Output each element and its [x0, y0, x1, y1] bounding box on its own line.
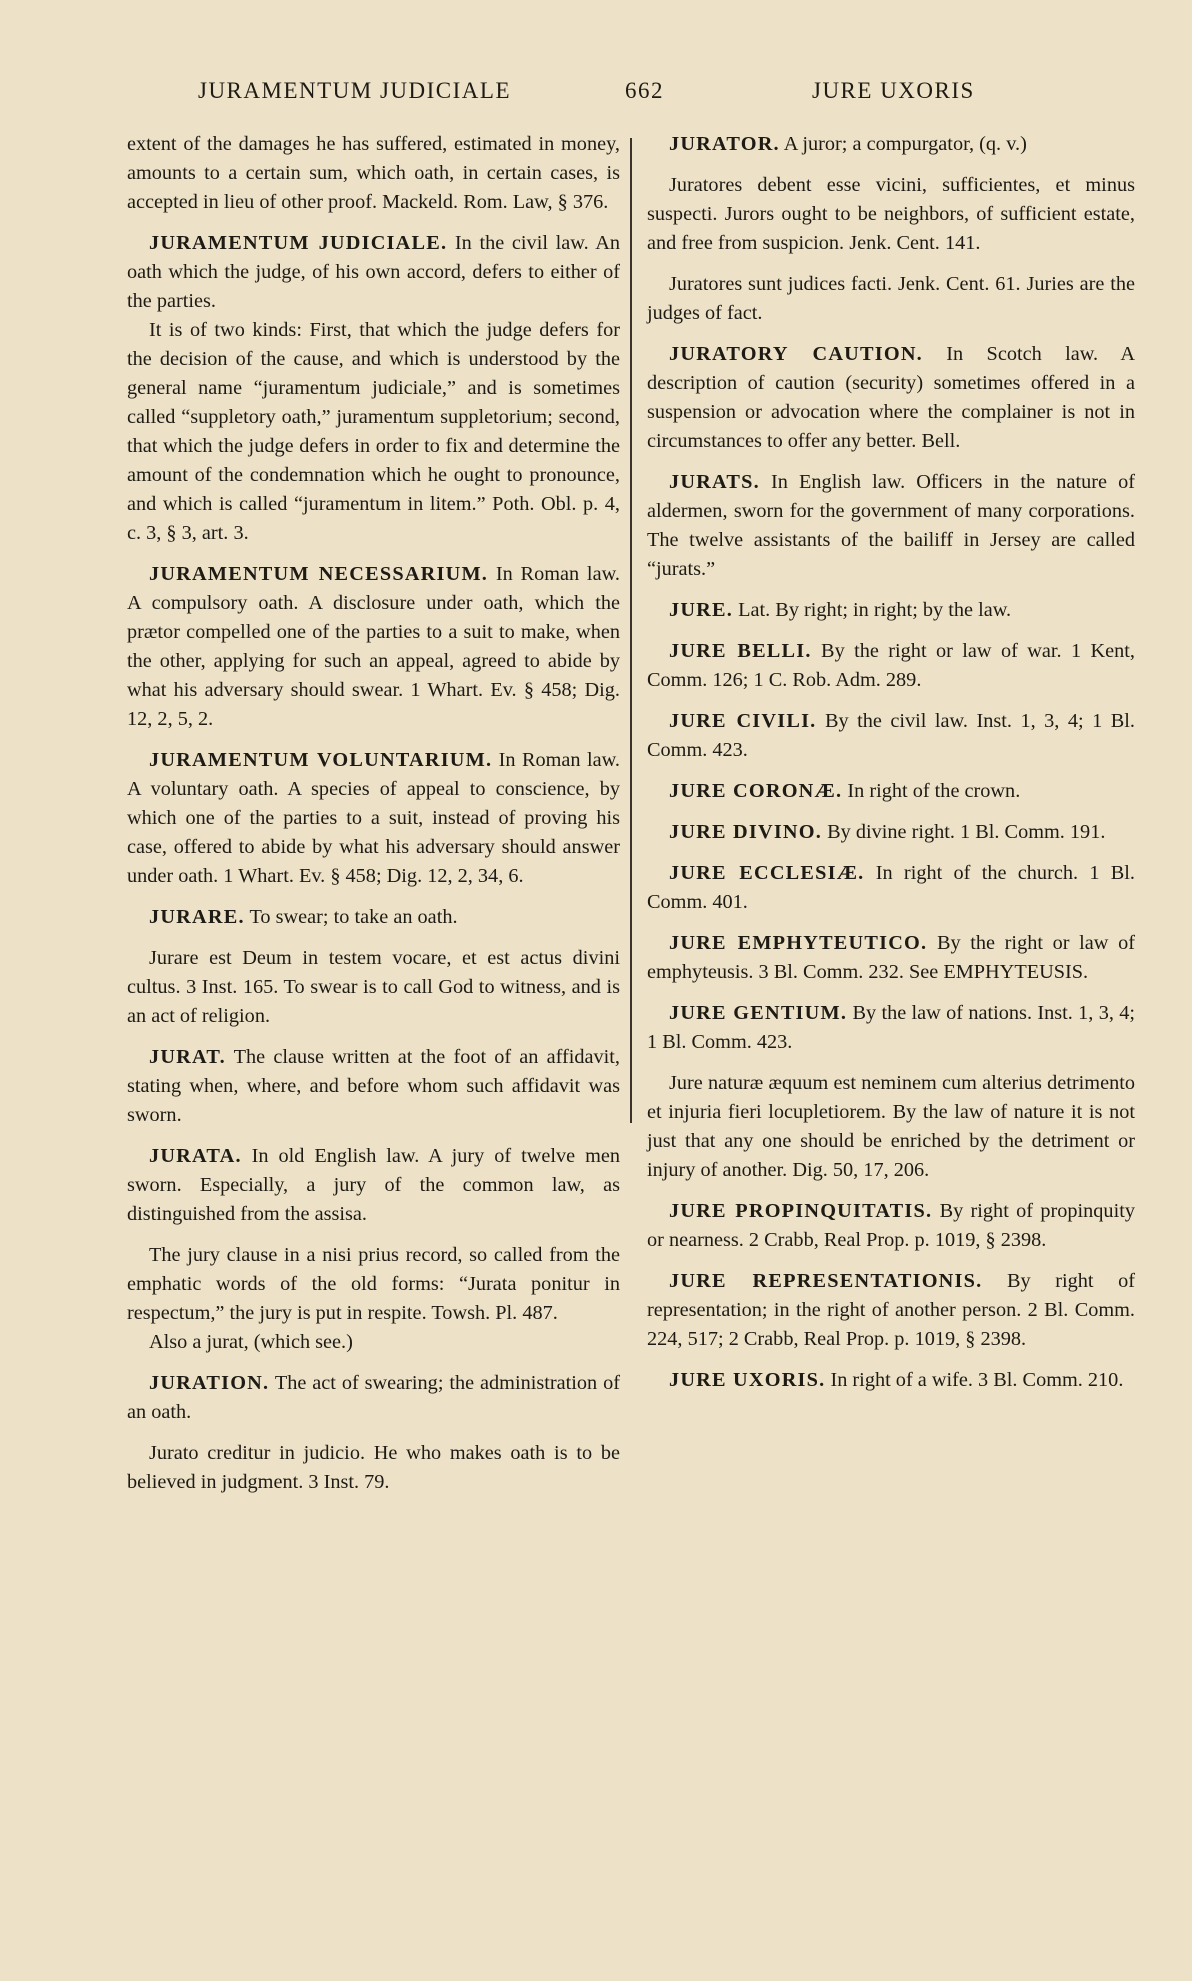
- entry-headword: JURE REPRESENTATIONIS.: [669, 1270, 983, 1292]
- entry-text: Juratores sunt judices facti. Jenk. Cent. 61. Juries are the judges of fact.: [647, 273, 1135, 324]
- entry-text: In old English law. A jury of twelve men sworn. Especially, a jury of the common law, as distinguished from the assisa.: [127, 1145, 620, 1225]
- dictionary-entry: [647, 859, 1135, 917]
- entry-text: By the right or law of war. 1 Kent, Comm. 126; 1 C. Rob. Adm. 289.: [647, 640, 1136, 691]
- dictionary-entry: [127, 130, 620, 217]
- entry-headword: JURATOR.: [669, 133, 780, 155]
- entry-text: The clause written at the foot of an affidavit, stating when, where, and before whom such affidavit was sworn.: [127, 1046, 620, 1126]
- entry-text: Also a jurat, (which see.): [149, 1331, 353, 1353]
- header-left-guide-word: JURAMENTUM JUDICIALE: [198, 78, 512, 103]
- entry-text: By right of representation; in the right of another person. 2 Bl. Comm. 224, 517; 2 Crabb, Real Prop. p. 1019, § 2398.: [647, 1270, 1135, 1350]
- right-column: [647, 130, 1135, 1407]
- entry-headword: JURE CORONÆ.: [669, 780, 843, 802]
- entry-text: A juror; a compurgator, (q. v.): [783, 133, 1027, 155]
- dictionary-entry: [127, 746, 620, 891]
- page-number: 662: [625, 78, 664, 103]
- entry-headword: JURE EMPHYTEUTICO.: [669, 932, 928, 954]
- entry-text: In right of the crown.: [847, 780, 1021, 802]
- entry-text: In English law. Officers in the nature of aldermen, sworn for the government of many corporations. The twelve assistants of the bailiff in Jersey are called “jurats.”: [647, 471, 1135, 580]
- dictionary-entry: [647, 929, 1135, 987]
- entry-text: By the right or law of emphyteusis. 3 Bl. Comm. 232. See EMPHYTEUSIS.: [647, 932, 1135, 983]
- entry-headword: JURATORY CAUTION.: [669, 343, 923, 365]
- entry-text: Lat. By right; in right; by the law.: [738, 599, 1012, 621]
- dictionary-entry: [127, 944, 620, 1031]
- dictionary-entry: [647, 1267, 1135, 1354]
- column-divider: [630, 138, 632, 1123]
- dictionary-entry: [127, 1439, 620, 1497]
- entry-text: In Roman law. A compulsory oath. A disclosure under oath, which the prætor compelled one of the parties to a suit to make, when the other, applying for such an appeal, agreed to abide by what his adversary should swear. 1 Whart. Ev. § 458; Dig. 12, 2, 5, 2.: [127, 563, 620, 730]
- dictionary-entry: [127, 1142, 620, 1229]
- entry-headword: JURE DIVINO.: [669, 821, 823, 843]
- entry-headword: JURE ECCLESIÆ.: [669, 862, 865, 884]
- entry-text: extent of the damages he has suffered, estimated in money, amounts to a certain sum, which oath, in certain cases, is accepted in lieu of other proof. Mackeld. Rom. Law, § 376.: [127, 133, 620, 213]
- dictionary-entry: [647, 1069, 1135, 1185]
- dictionary-entry: [127, 316, 620, 548]
- entry-text: By divine right. 1 Bl. Comm. 191.: [827, 821, 1106, 843]
- dictionary-entry: [127, 1241, 620, 1328]
- dictionary-entry: [647, 637, 1135, 695]
- dictionary-entry: [127, 903, 620, 932]
- dictionary-entry: [127, 1043, 620, 1130]
- dictionary-entry: [647, 707, 1135, 765]
- entry-text: By the civil law. Inst. 1, 3, 4; 1 Bl. Comm. 423.: [647, 710, 1135, 761]
- header-right-guide-word: JURE UXORIS: [812, 78, 975, 103]
- entry-headword: JURE.: [669, 599, 734, 621]
- entry-text: It is of two kinds: First, that which the judge defers for the decision of the cause, and which is understood by the general name “juramentum judiciale,” and is sometimes called “suppletory oath,” juramentum suppletorium; second, that which the judge defers in order to fix and determine the amount of the condemnation which he ought to pronounce, and which is called “juramentum in litem.” Poth. Obl. p. 4, c. 3, § 3, art. 3.: [127, 319, 620, 544]
- entry-headword: JURAMENTUM VOLUNTARIUM.: [149, 749, 493, 771]
- entry-text: In right of a wife. 3 Bl. Comm. 210.: [830, 1369, 1124, 1391]
- dictionary-entry: [647, 130, 1135, 159]
- entry-headword: JURAMENTUM JUDICIALE.: [149, 232, 448, 254]
- dictionary-entry: [647, 818, 1135, 847]
- entry-text: In the civil law. An oath which the judge, of his own accord, defers to either of the parties.: [127, 232, 621, 312]
- left-column: [127, 130, 620, 1509]
- entry-text: Juratores debent esse vicini, sufficientes, et minus suspecti. Jurors ought to be neighbors, of sufficient estate, and free from suspicion. Jenk. Cent. 141.: [647, 174, 1135, 254]
- entry-headword: JURE GENTIUM.: [669, 1002, 848, 1024]
- dictionary-entry: [647, 340, 1135, 456]
- dictionary-entry: [647, 468, 1135, 584]
- entry-text: Jure naturæ æquum est neminem cum alterius detrimento et injuria fieri locupletiorem. By the law of nature it is not just that any one should be enriched by the detriment or injury of another. Dig. 50, 17, 206.: [647, 1072, 1135, 1181]
- entry-headword: JURE UXORIS.: [669, 1369, 826, 1391]
- entry-headword: JURATA.: [149, 1145, 242, 1167]
- entry-text: The jury clause in a nisi prius record, so called from the emphatic words of the old forms: “Jurata ponitur in respectum,” the jury is put in respite. Towsh. Pl. 487.: [127, 1244, 620, 1324]
- entry-headword: JURE CIVILI.: [669, 710, 817, 732]
- entry-headword: JURAMENTUM NECESSARIUM.: [149, 563, 489, 585]
- entry-headword: JURATS.: [669, 471, 760, 493]
- dictionary-entry: [647, 1366, 1135, 1395]
- entry-headword: JURAT.: [149, 1046, 226, 1068]
- dictionary-entry: [647, 270, 1135, 328]
- entry-headword: JURARE.: [149, 906, 245, 928]
- entry-headword: JURE BELLI.: [669, 640, 812, 662]
- dictionary-entry: [647, 171, 1135, 258]
- entry-text: To swear; to take an oath.: [249, 906, 458, 928]
- running-header: [0, 78, 1192, 112]
- dictionary-entry: [647, 596, 1135, 625]
- entry-text: Jurato creditur in judicio. He who makes oath is to be believed in judgment. 3 Inst. 79.: [127, 1442, 620, 1493]
- entry-headword: JURATION.: [149, 1372, 270, 1394]
- entry-text: In Roman law. A voluntary oath. A species of appeal to conscience, by which one of the parties to a suit, instead of proving his case, offered to abide by what his adversary should answer under oath. 1 Whart. Ev. § 458; Dig. 12, 2, 34, 6.: [127, 749, 620, 887]
- entry-text: Jurare est Deum in testem vocare, et est actus divini cultus. 3 Inst. 165. To swear is to call God to witness, and is an act of religion.: [127, 947, 620, 1027]
- entry-text: In Scotch law. A description of caution (security) sometimes offered in a suspension or advocation where the complainer is not in circumstances to offer any better. Bell.: [647, 343, 1135, 452]
- entry-text: The act of swearing; the administration of an oath.: [127, 1372, 620, 1423]
- entry-text: By right of propinquity or nearness. 2 Crabb, Real Prop. p. 1019, § 2398.: [647, 1200, 1135, 1251]
- dictionary-entry: [647, 777, 1135, 806]
- dictionary-entry: [127, 1328, 620, 1357]
- dictionary-entry: [127, 560, 620, 734]
- dictionary-entry: [127, 1369, 620, 1427]
- entry-text: In right of the church. 1 Bl. Comm. 401.: [647, 862, 1135, 913]
- entry-text: By the law of nations. Inst. 1, 3, 4; 1 Bl. Comm. 423.: [647, 1002, 1135, 1053]
- dictionary-entry: [647, 999, 1135, 1057]
- entry-headword: JURE PROPINQUITATIS.: [669, 1200, 933, 1222]
- dictionary-entry: [127, 229, 620, 316]
- dictionary-entry: [647, 1197, 1135, 1255]
